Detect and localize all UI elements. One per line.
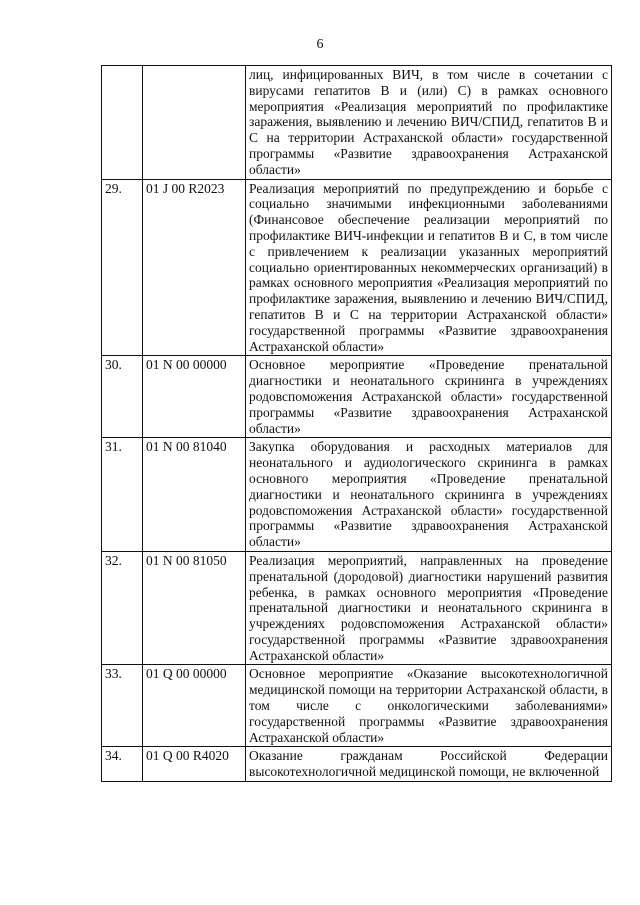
row-number: 30. (102, 356, 143, 438)
row-number: 34. (102, 747, 143, 782)
table-row (102, 551, 612, 665)
row-number: 32. (102, 551, 143, 665)
row-description: Основное мероприятие «Оказание высокотехнологичной медицинской помощи на территории Астраханской области, в том числе с онкологическими заболеваниями» государственной программы «Развитие здравоохранения Астраханской области» (246, 665, 612, 747)
row-description: Закупка оборудования и расходных материалов для неонатального и аудиологического скрининга в рамках основного мероприятия «Проведение пренатальной диагностики и неонатального скрининга в учреждениях родовспоможения Астраханской области» государственной программы «Развитие здравоохранения Астраханской области» (246, 438, 612, 552)
budget-classification-table (101, 65, 612, 782)
row-description: Реализация мероприятий по предупреждению и борьбе с социально значимыми инфекционными заболеваниями (Финансовое обеспечение реализации мероприятий по профилактике ВИЧ-инфекции и гепатитов В и С, в том числе с привлечением к реализации указанных мероприятий социально ориентированных некоммерческих организаций) в рамках основного мероприятия «Реализация мероприятий по профилактике заражения, выявлению и лечению ВИЧ/СПИД, гепатитов В и С на территории Астраханской области» государственной программы «Развитие здравоохранения Астраханской области» (246, 179, 612, 356)
classification-code: 01 N 00 00000 (143, 356, 246, 438)
row-number (102, 66, 143, 180)
row-description: Основное мероприятие «Проведение пренатальной диагностики и неонатального скрининга в учреждениях родовспоможения Астраханской области» государственной программы «Развитие здравоохранения Астраханской области» (246, 356, 612, 438)
table-row (102, 747, 612, 782)
classification-code: 01 Q 00 00000 (143, 665, 246, 747)
table-row (102, 356, 612, 438)
table-row (102, 66, 612, 180)
classification-code: 01 Q 00 R4020 (143, 747, 246, 782)
row-number: 33. (102, 665, 143, 747)
table-row (102, 179, 612, 356)
page-number: 6 (316, 37, 324, 52)
row-description: Оказание гражданам Российской Федерации высокотехнологичной медицинской помощи, не включенной (246, 747, 612, 782)
table-row (102, 665, 612, 747)
table-row (102, 438, 612, 552)
row-description: лиц, инфицированных ВИЧ, в том числе в сочетании с вирусами гепатитов В и (или) С) в рамках основного мероприятия «Реализация мероприятий по профилактике заражения, выявлению и лечению ВИЧ/СПИД, гепатитов В и С на территории Астраханской области» государственной программы «Развитие здравоохранения Астраханской области» (246, 66, 612, 180)
classification-code (143, 66, 246, 180)
classification-code: 01 J 00 R2023 (143, 179, 246, 356)
row-description: Реализация мероприятий, направленных на проведение пренатальной (дородовой) диагностики нарушений развития ребенка, в рамках основного мероприятия «Проведение пренатальной диагностики и неонатального скрининга в учреждениях родовспоможения Астраханской области» государственной программы «Развитие здравоохранения Астраханской области» (246, 551, 612, 665)
row-number: 29. (102, 179, 143, 356)
classification-code: 01 N 00 81040 (143, 438, 246, 552)
row-number: 31. (102, 438, 143, 552)
classification-code: 01 N 00 81050 (143, 551, 246, 665)
